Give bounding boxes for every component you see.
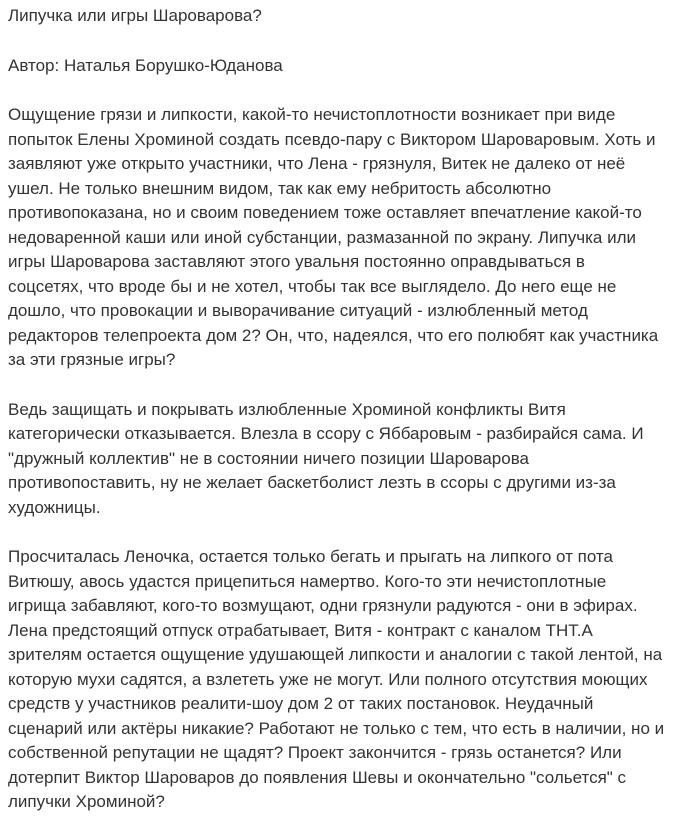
article-author: Автор: Наталья Борушко-Юданова bbox=[8, 55, 283, 75]
article-title: Липучка или игры Шароварова? bbox=[8, 6, 262, 25]
article-paragraph-2: Ведь защищать и покрывать излюбленные Хроминой конфликты Витя категорически отказывается. Влезла в ссору с Яббаровым - разбирайся сама. И "дружный коллектив" не в состоянии ничего позиции Шароварова противопоставить, ну не желает баскетболист лезть в ссоры с другими из-за художницы. bbox=[8, 399, 644, 517]
article-paragraph-1: Ощущение грязи и липкости, какой-то нечистоплотности возникает при виде попыток Елены Хроминой создать псевдо-пару с Виктором Шароваровым. Хоть и заявляют уже открыто участники, что Лена - грязнуля, Витек не далеко от неё ушел. Не только внешним видом, так как ему небритость абсолютно противопоказана, но и своим поведением тоже оставляет впечатление какой-то недоваренной каши или иной субстанции, размазанной по экрану. Липучка или игры Шароварова заставляют этого увальня постоянно оправдываться в соцсетях, что вроде бы и не хотел, чтобы так все выглядело. До него еще не дошло, что провокации и выворачивание ситуаций - излюбленный метод редакторов телепроекта дом 2? Он, что, надеялся, что его полюбят как участника за эти грязные игры? bbox=[8, 105, 659, 369]
article-paragraph-3: Просчиталась Леночка, остается только бегать и прыгать на липкого от пота Витюшу, авось удастся прицепиться намертво. Кого-то эти нечистоплотные игрища забавляют, кого-то возмущают, одни грязнули радуются - они в эфирах. Лена предстоящий отпуск отрабатывает, Витя - контракт с каналом ТНТ.А зрителям остается ощущение удушающей липкости и аналогии с такой лентой, на которую мухи садятся, а взлететь уже не могут. Или полного отсутствия моющих средств у участников реалити-шоу дом 2 от таких постановок. Неудачный сценарий или актёры никакие? Работают не только с тем, что есть в наличии, но и собственной репутации не щадят? Проект закончится - грязь останется? Или дотерпит Виктор Шароваров до появления Шевы и окончательно "сольется" с липучки Хроминой? bbox=[8, 547, 665, 811]
